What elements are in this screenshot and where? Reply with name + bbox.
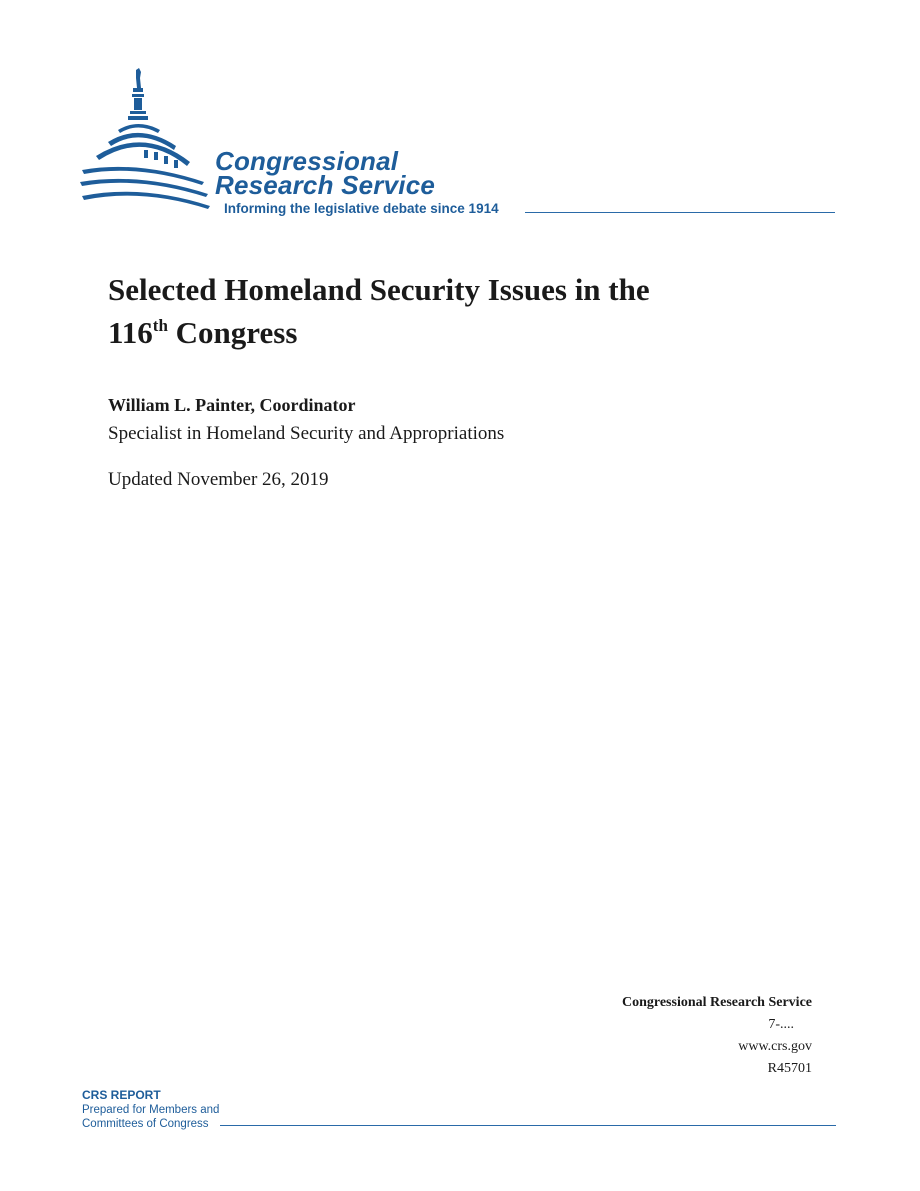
- crs-website: www.crs.gov: [738, 1039, 812, 1054]
- logo-tagline: Informing the legislative debate since 1914: [224, 201, 499, 216]
- logo-wordmark-line1: Congressional: [215, 146, 399, 176]
- report-title-number: 116: [108, 315, 153, 350]
- crs-code: 7-....: [768, 1017, 794, 1032]
- report-title-part1: Selected Homeland Security Issues in the: [108, 272, 650, 307]
- logo-divider: [525, 212, 835, 213]
- footer-divider: [220, 1125, 836, 1126]
- logo-wordmark-line2: Research Service: [215, 170, 436, 200]
- report-number: R45701: [767, 1061, 812, 1076]
- report-title-part2: Congress: [175, 315, 298, 350]
- crs-name: Congressional Research Service: [621, 995, 812, 1010]
- author-role: Specialist in Homeland Security and Appropriations: [108, 423, 505, 444]
- report-title-superscript: th: [152, 316, 168, 335]
- footer-crs-report-label: CRS REPORT: [82, 1088, 161, 1102]
- footer-committees: Committees of Congress: [82, 1118, 209, 1130]
- footer-prepared-for: Prepared for Members and: [82, 1104, 220, 1116]
- crs-info-block: [622, 992, 812, 1080]
- capitol-dome-icon: [78, 64, 218, 224]
- crs-logo: [78, 64, 838, 224]
- updated-date: Updated November 26, 2019: [108, 469, 329, 490]
- author-name: William L. Painter, Coordinator: [108, 395, 356, 415]
- report-title: [108, 268, 828, 354]
